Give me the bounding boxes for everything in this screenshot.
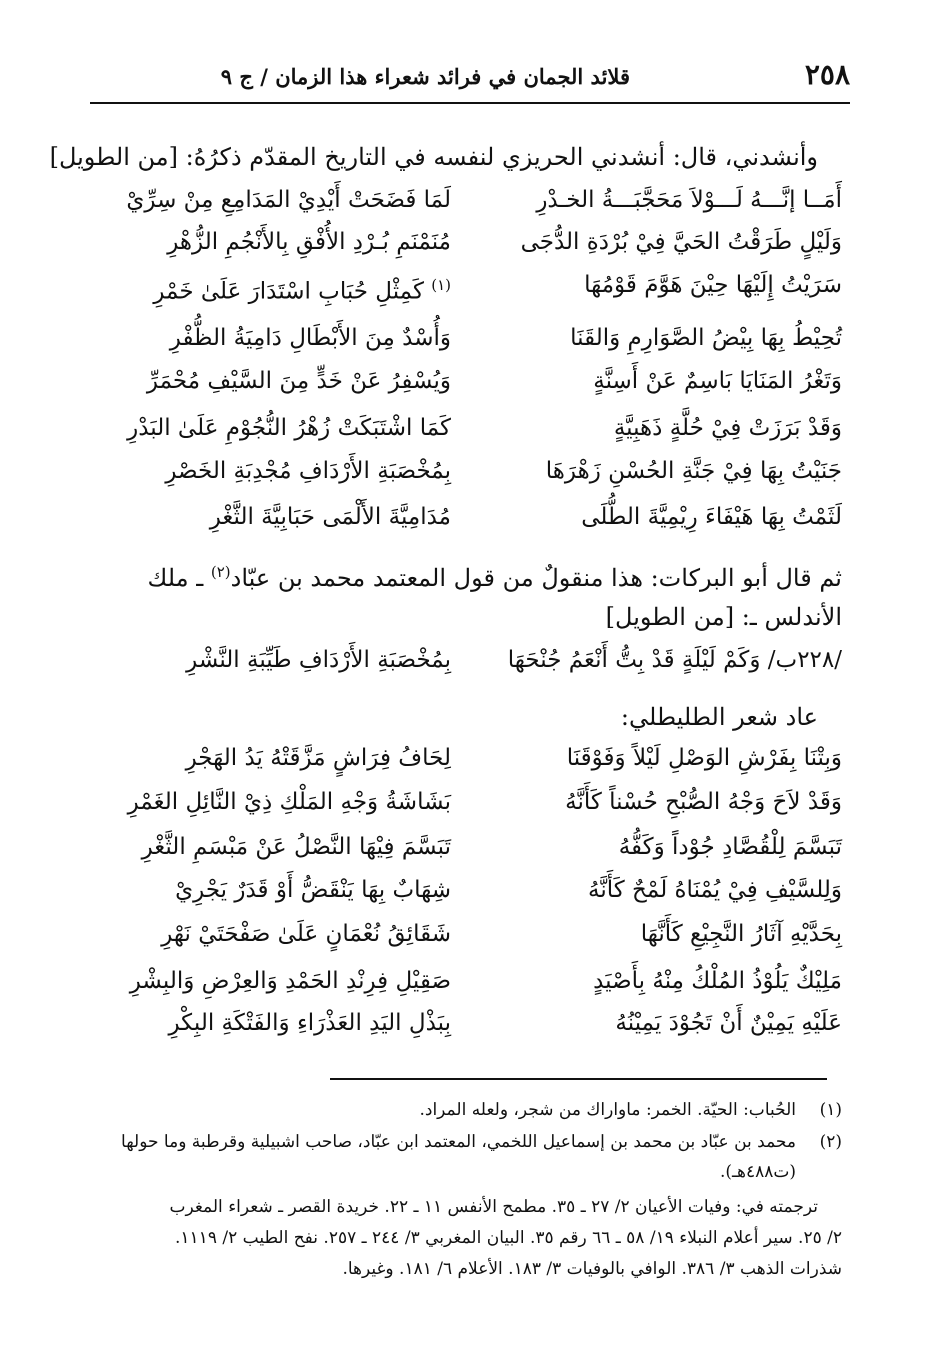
verse-hemistich-2: مُدَامِيَّةَ الأَلْمَى حَبَابِيَّةَ الثَّغْرِ (209, 504, 451, 530)
intro-line: وأنشدني، قال: أنشدني الحريزي لنفسه في التاريخ المقدّم ذكرُهُ: [من الطويل] (49, 143, 818, 171)
verse-hemistich-1: سَرَيْتُ إِلَيْهَا حِيْنَ هَوَّمَ قَوْمُهَا (584, 272, 842, 298)
references-line: ٢/ ٢٥. سير أعلام النبلاء ١٩/ ٥٨ ـ ٦٦ رقم ٣٥. البيان المغربي ٣/ ٢٤٤ ـ ٢٥٧. نفح الطيب ٢/ ١١١٩. (175, 1228, 842, 1248)
verse-hemistich-2: شَقَائِقُ نُعْمَانٍ عَلَىٰ صَفْحَتَيْ نَهْرِ (161, 921, 451, 947)
verse-hemistich-1: وَقَدْ لاَحَ وَجْهُ الصُّبْحِ حُسْناً كَأَنَّهُ (565, 789, 842, 815)
verse-hemistich-1: وَلِلسَّيْفِ فِيْ يُمْنَاهُ لَمْحٌ كَأَنَّهُ (588, 877, 842, 903)
verse-hemistich-1: عَلَيْهِ يَمِيْنٌ أَنْ تَجُوْدَ يَمِيْنُهُ (615, 1010, 842, 1036)
verse-hemistich-1: بِحَدَّيْهِ آثَارُ النَّجِيْعِ كَأَنَّهَا (640, 921, 842, 947)
note-text: ثم قال أبو البركات: هذا منقولٌ من قول المعتمد محمد بن عبّاد (230, 564, 842, 592)
verse-text: كَمِثْلِ حُبَابِ اسْتَدَارَ عَلَىٰ خَمْرِ (153, 278, 424, 305)
footnote-number: (١) (819, 1100, 842, 1120)
footnote-text-cont: (ت٤٨٨هـ). (719, 1162, 796, 1182)
section-line: عاد شعر الطليطلي: (620, 703, 818, 731)
verse-hemistich-2: كَمَا اشْتَبَكَتْ زُهْرُ النُّجُوْمِ عَلَىٰ البَدْرِ (127, 415, 451, 441)
verse-hemistich-1: وَبِتْنَا بِفَرْشِ الوَصْلِ لَيْلاً وَفَوْقَنَا (566, 745, 842, 771)
page-number: ٢٥٨ (804, 58, 850, 91)
verse-hemistich-1: مَلِيْكٌ يَلُوْذُ المُلْكُ مِنْهُ بِأَصْيَدٍ (593, 968, 842, 994)
footnote-marker: (١) (431, 276, 451, 294)
footnote-text: الحُباب: الحيّة. الخمر: ماواراك من شجر، ولعله المراد. (419, 1100, 796, 1120)
verse-hemistich-1: لَثَمْتُ بِهَا هَيْفَاءَ رِيْمِيَّةَ الطُّلَى (581, 504, 842, 530)
verse-hemistich-1: أَمَــا إنَّـــهُ لَـــوْلاَ مَحَجَّبَـــةُ الخـدْرِ (536, 187, 842, 213)
verse-hemistich-1: وَقَدْ بَرَزَتْ فِيْ حُلَّةٍ ذَهَبِيَّةٍ (613, 415, 842, 441)
references-line: ترجمته في: وفيات الأعيان ٢/ ٢٧ ـ ٣٥. مطمح الأنفس ١١ ـ ٢٢. خريدة القصر ـ شعراء المغرب (169, 1197, 818, 1217)
note-line (96, 552, 842, 598)
verse-hemistich-2: وَيُسْفِرُ عَنْ خَدٍّ مِنَ السَّيْفِ مُحْمَرِّ (146, 368, 451, 394)
footnote-number: (٢) (819, 1132, 842, 1152)
note-text-end: ـ ملك (147, 564, 204, 592)
verse-hemistich-2 (96, 265, 451, 312)
page-header (90, 58, 850, 104)
verse-hemistich-2: صَقِيْلِ فِرِنْدِ الحَمْدِ وَالعِرْضِ وَالبِشْرِ (129, 968, 451, 994)
references-line: شذرات الذهب ٣/ ٣٨٦. الوافي بالوفيات ٣/ ١٨٣. الأعلام ٦/ ١٨١. وغيرها. (342, 1259, 842, 1279)
verse-hemistich-1: تَبَسَّمَ لِلْقُصَّادِ جُوْداً وَكَفُّهُ (618, 834, 842, 860)
verse-hemistich-1: تُحِيْطُ بِهَا بِيْضُ الصَّوَارِمِ وَالقَنَا (570, 325, 842, 351)
verse-hemistich-2: بِمُخْصَبَةِ الأَرْدَافِ مُجْدِبَةِ الخَصْرِ (165, 458, 451, 484)
verse-hemistich-2: تَبَسَّمَ فِيْهَا النَّصْلُ عَنْ مَبْسَمِ الثَّغْرِ (141, 834, 451, 860)
verse-hemistich-1: /٢٢٨ب/ وَكَمْ لَيْلَةٍ قَدْ بِتُّ أَنْعَمُ جُنْحَهَا (507, 647, 842, 673)
verse-hemistich-1: جَنَيْتُ بِهَا فِيْ جَنَّةِ الحُسْنِ زَهْرَهَا (545, 458, 842, 484)
verse-hemistich-2: بِمُخْصَبَةِ الأَرْدَافِ طَيِّبَةِ النَّشْرِ (186, 647, 451, 673)
footnote-marker: (٢) (210, 563, 231, 581)
verse-hemistich-2: بَشَاشَةُ وَجْهِ المَلْكِ ذِيْ النَّائِلِ الغَمْرِ (127, 789, 451, 815)
footnote-text: محمد بن عبّاد بن محمد بن إسماعيل اللخمي، المعتمد ابن عبّاد، صاحب اشبيلية وقرطبة وما حولها (121, 1132, 796, 1152)
verse-hemistich-1: وَتَغْرُ المَنَايَا بَاسِمٌ عَنْ أَسِنَّةٍ (593, 368, 842, 394)
verse-hemistich-2: شِهَابٌ بِهَا يَنْقَضُّ أَوْ قَدَرٌ يَجْرِيْ (175, 877, 451, 903)
note-line-2: الأندلس ـ: [من الطويل] (605, 603, 842, 631)
verse-hemistich-2: لِحَافُ فِرَاشٍ مَزَّقَتْهُ يَدُ الهَجْرِ (185, 745, 451, 771)
verse-hemistich-2: مُنَمْنَمِ بُـرْدِ الأُفْقِ بِالأَنْجُمِ الزُّهْرِ (167, 229, 451, 255)
footnote-divider (330, 1078, 827, 1080)
verse-hemistich-2: بِبَذْلِ اليَدِ العَذْرَاءِ وَالفَتْكَةِ البِكْرِ (168, 1010, 451, 1036)
verse-hemistich-2: وَأُسْدٌ مِنَ الأَبْطَالِ دَامِيَةُ الظُّفْرِ (169, 325, 451, 351)
verse-hemistich-2: لَمَا فَضَحَتْ أَيْدِيْ المَدَامِعِ مِنْ سِرِّيْ (126, 187, 451, 213)
running-title: قلائد الجمان في فرائد شعراء هذا الزمان / ج ٩ (220, 64, 630, 89)
verse-hemistich-1: وَلَيْلٍ طَرَقْتُ الحَيَّ فِيْ بُرْدَةِ الدُّجَى (520, 229, 842, 255)
